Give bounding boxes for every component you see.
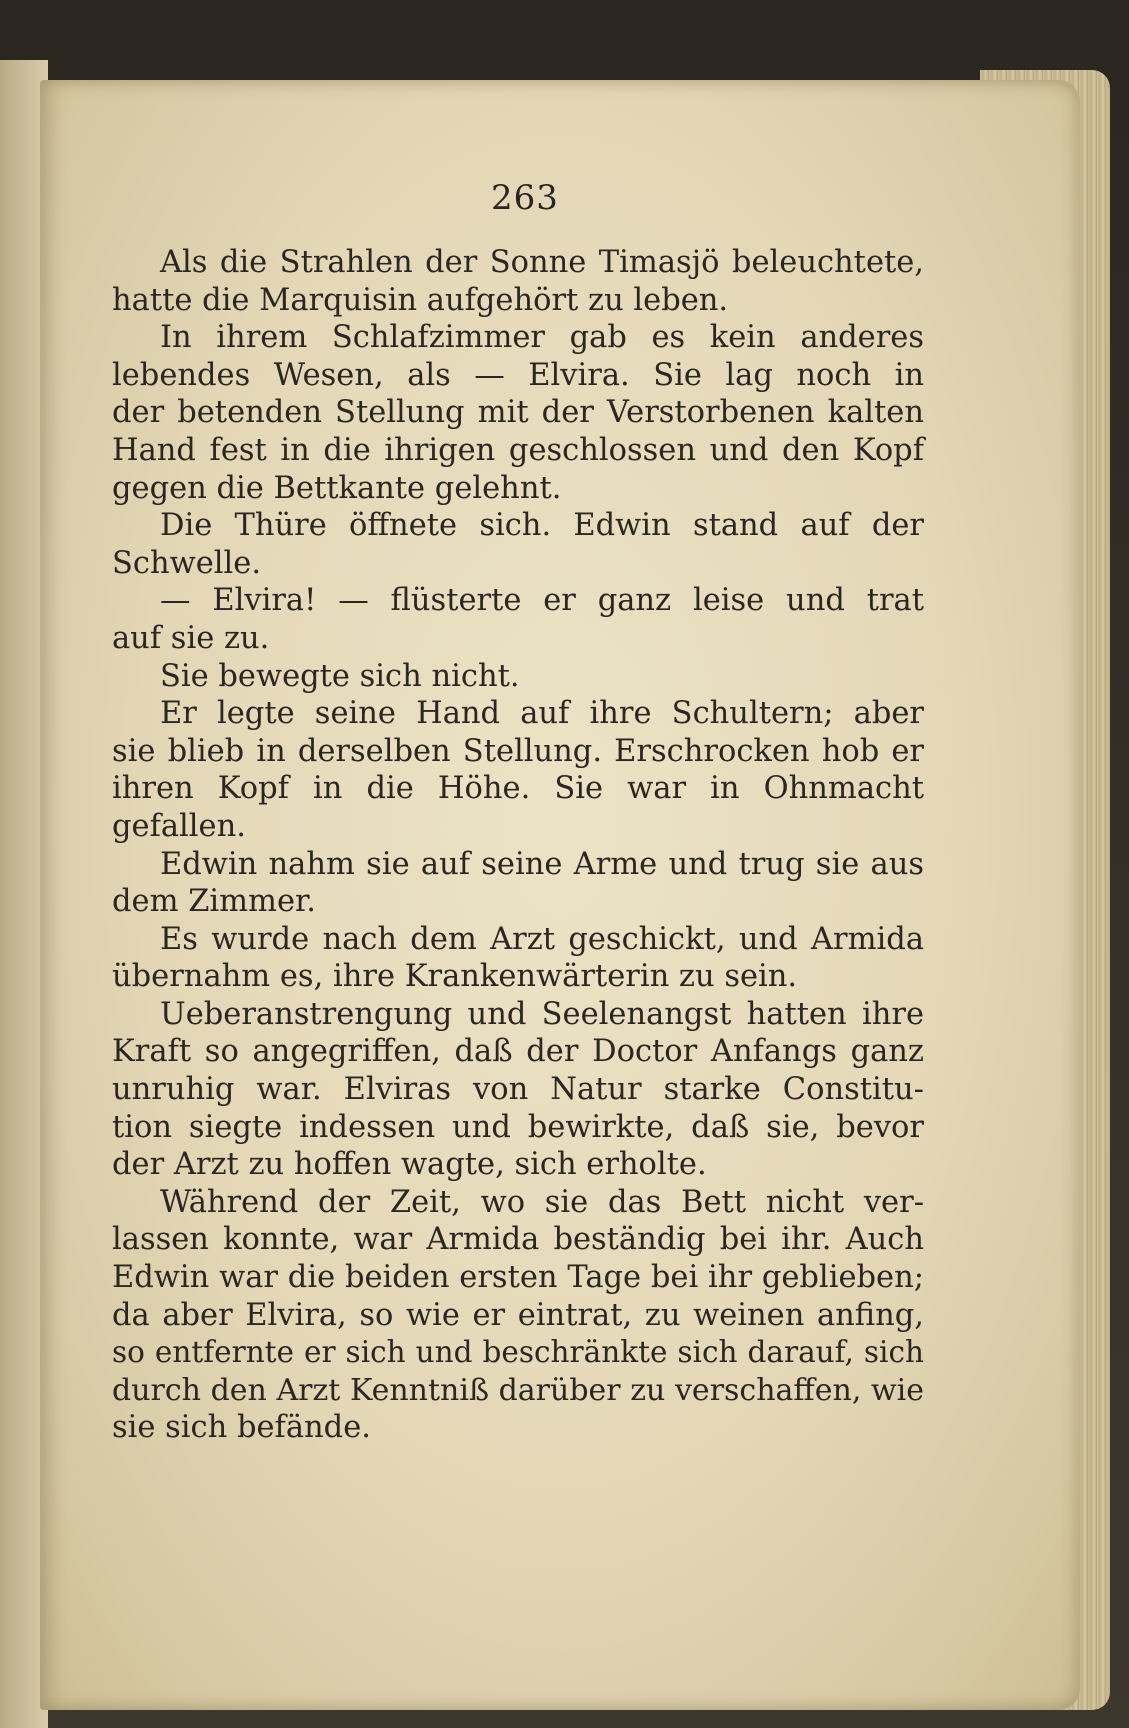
text-line: Edwin nahm sie auf seine Arme und trug sie aus: [160, 846, 924, 882]
text-line: sie sich befände.: [112, 1410, 371, 1446]
body-text: [112, 244, 924, 1447]
text-line: der betenden Stellung mit der Verstorbenen kalten: [112, 395, 924, 431]
text-line: da aber Elvira, so wie er eintrat, zu weinen anfing,: [112, 1297, 924, 1333]
text-line: durch den Arzt Kenntniß darüber zu verschaffen, wie: [112, 1372, 924, 1408]
text-line: Hand fest in die ihrigen geschlossen und den Kopf: [112, 432, 924, 468]
text-line: Sie bewegte sich nicht.: [160, 658, 520, 694]
text-line: Als die Strahlen der Sonne Timasjö beleuchtete,: [160, 245, 924, 280]
text-line: auf sie zu.: [112, 620, 270, 656]
text-line: Edwin war die beiden ersten Tage bei ihr geblieben;: [112, 1260, 924, 1296]
text-line: gefallen.: [112, 808, 246, 844]
text-line: Während der Zeit, wo sie das Bett nicht ver-: [160, 1184, 924, 1220]
text-line: ihren Kopf in die Höhe. Sie war in Ohnmacht: [112, 771, 924, 807]
text-line: In ihrem Schlafzimmer gab es kein anderes: [160, 320, 924, 356]
text-line: tion siegte indessen und bewirkte, daß sie, bevor: [112, 1109, 924, 1145]
text-line: Schwelle.: [112, 545, 262, 581]
text-line: übernahm es, ihre Krankenwärterin zu sein.: [112, 959, 798, 995]
text-line: hatte die Marquisin aufgehört zu leben.: [112, 282, 729, 318]
text-line: der Arzt zu hoffen wagte, sich erholte.: [112, 1147, 707, 1183]
text-line: unruhig war. Elviras von Natur starke Constitu-: [112, 1072, 924, 1108]
text-line: so entfernte er sich und beschränkte sich darauf, sich: [112, 1335, 924, 1370]
text-line: sie blieb in derselben Stellung. Erschrocken hob er: [112, 733, 924, 769]
text-line: lebendes Wesen, als — Elvira. Sie lag noch in: [112, 357, 924, 393]
text-line: gegen die Bettkante gelehnt.: [112, 470, 562, 506]
text-line: dem Zimmer.: [112, 884, 316, 920]
text-line: Kraft so angegriffen, daß der Doctor Anfangs ganz: [112, 1034, 924, 1070]
text-line: Er legte seine Hand auf ihre Schultern; aber: [160, 696, 924, 732]
page-number: 263: [491, 178, 559, 218]
text-line: Die Thüre öffnete sich. Edwin stand auf der: [160, 508, 924, 544]
text-line: Ueberanstrengung und Seelenangst hatten ihre: [160, 996, 924, 1032]
text-line: — Elvira! — flüsterte er ganz leise und trat: [160, 583, 924, 619]
text-line: Es wurde nach dem Arzt geschickt, und Armida: [160, 921, 924, 957]
text-line: lassen konnte, war Armida beständig bei ihr. Auch: [112, 1222, 924, 1258]
